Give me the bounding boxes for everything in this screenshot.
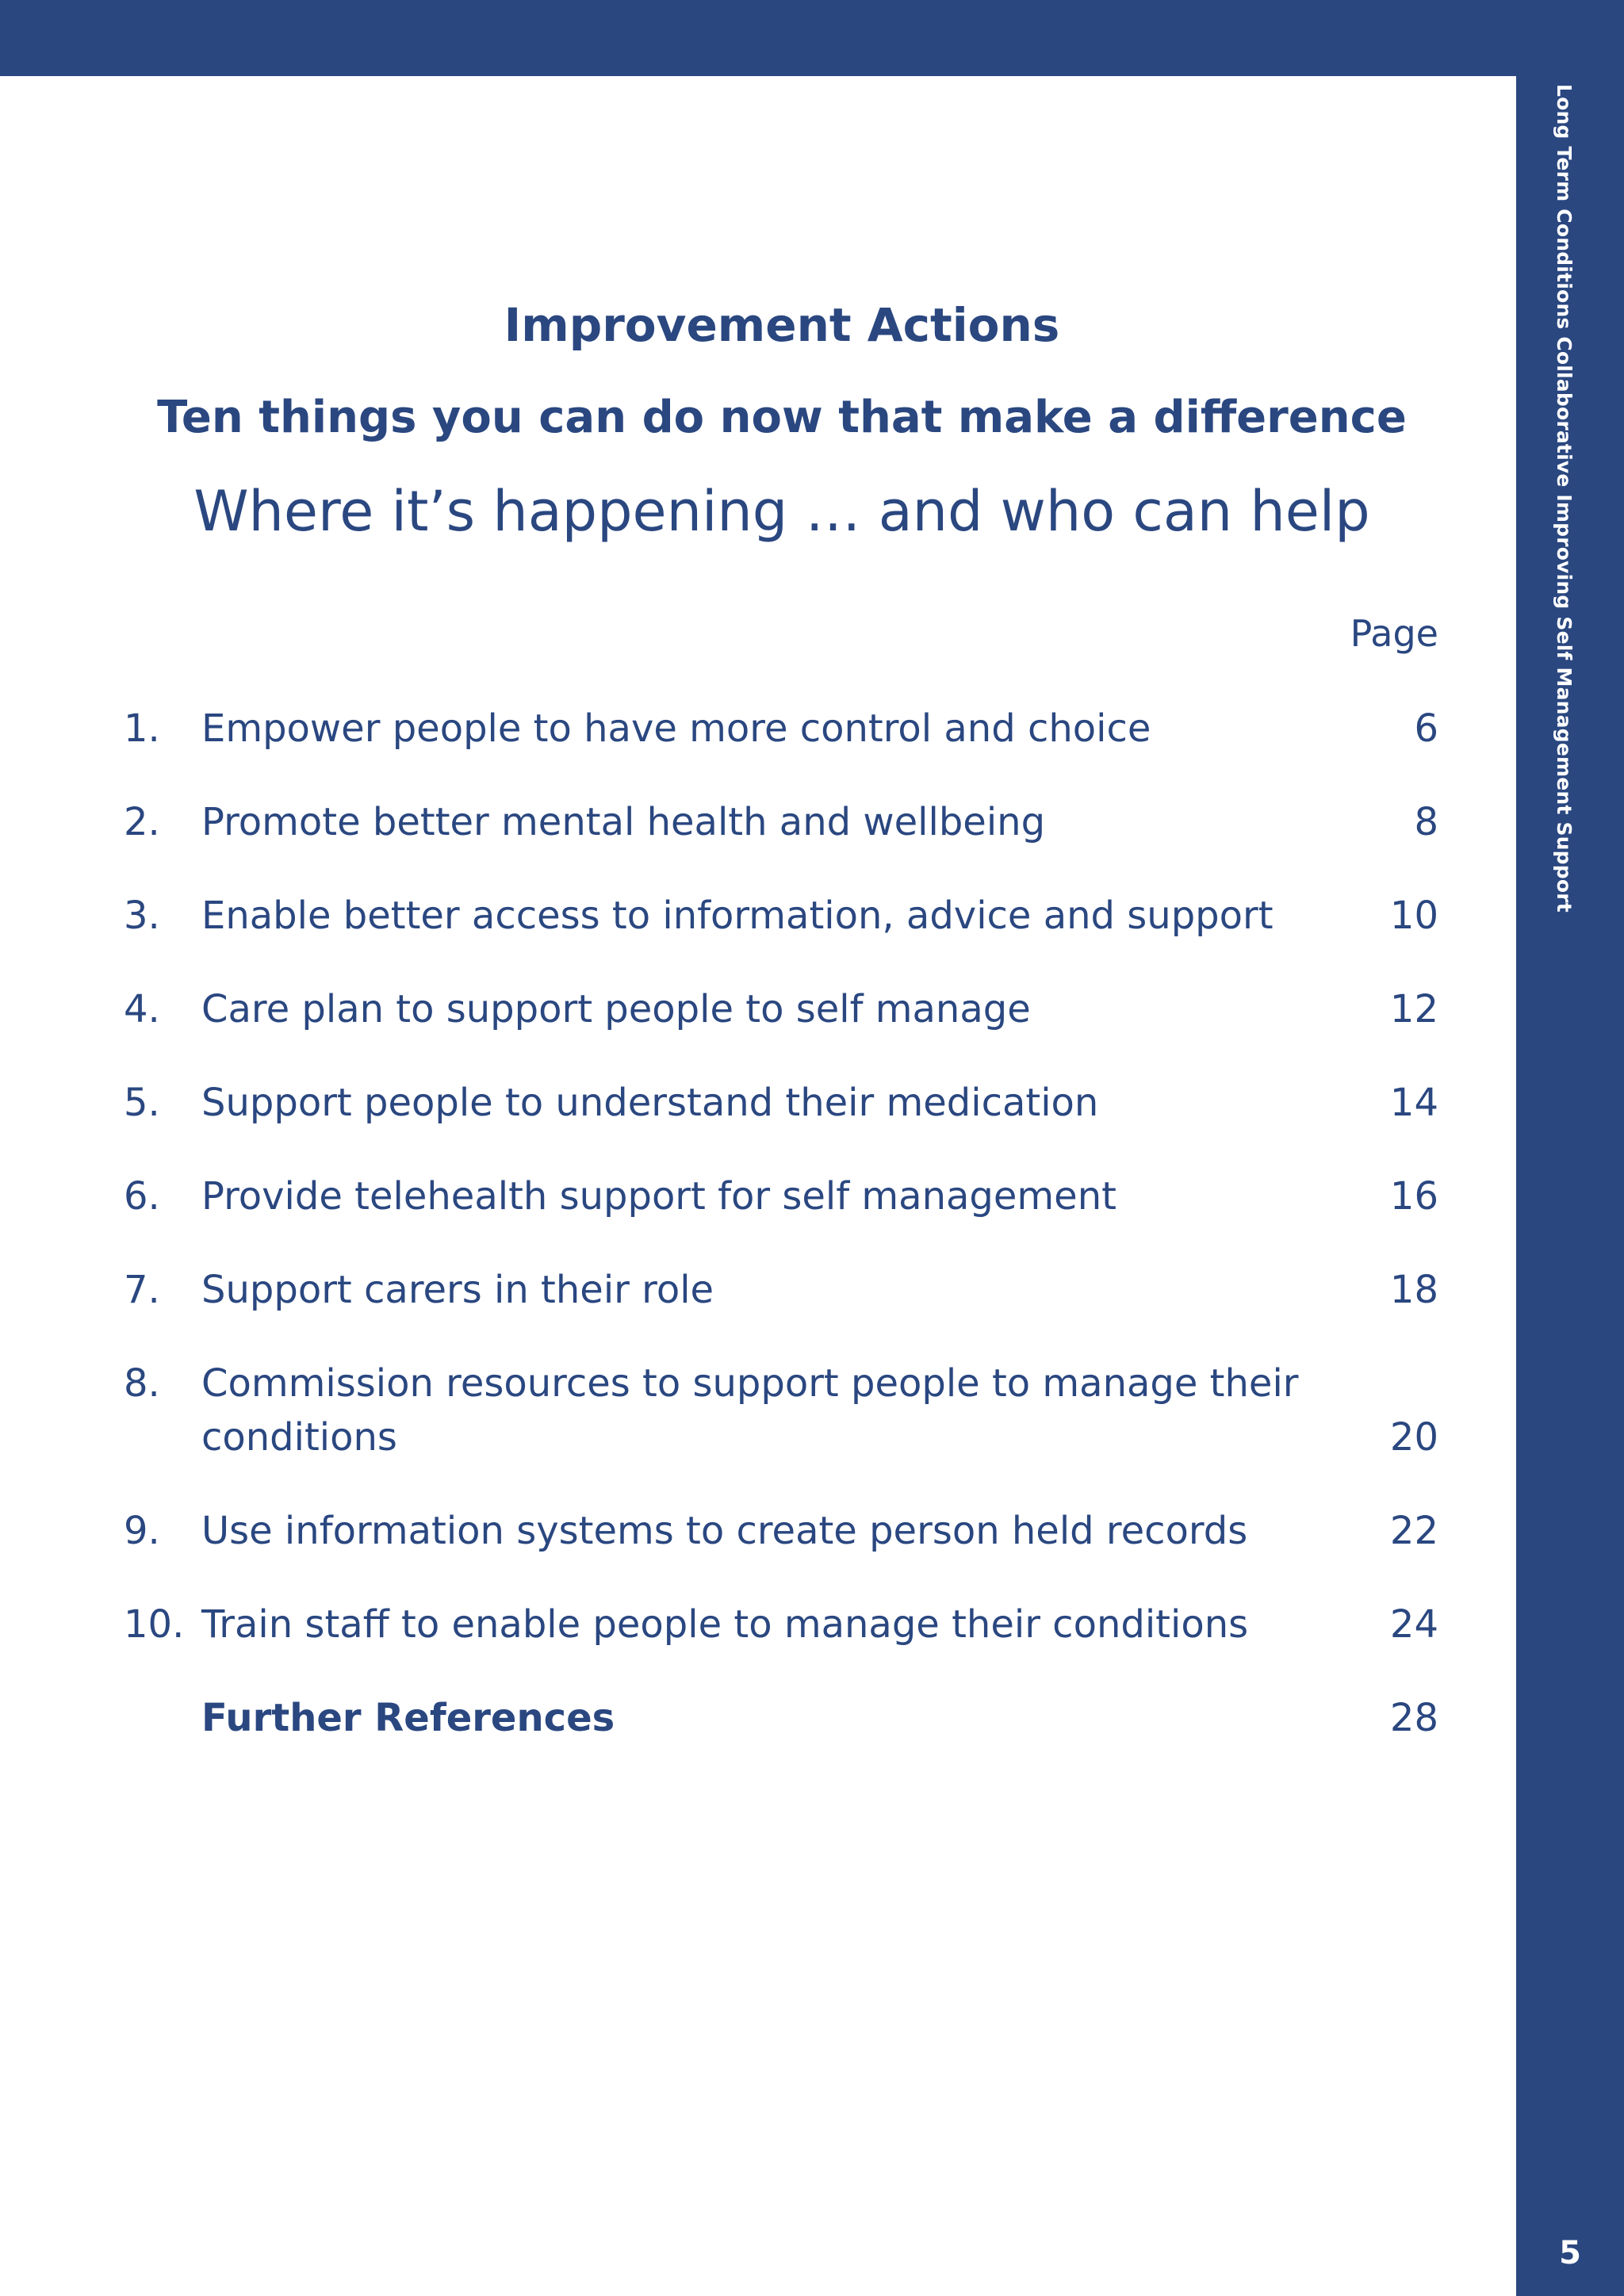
page-number: 5	[1559, 2235, 1581, 2271]
top-banner	[0, 0, 1624, 76]
page-tagline: Where it’s happening … and who can help	[193, 479, 1370, 544]
page-title: Improvement Actions	[504, 298, 1060, 352]
toc-item-page: 14	[1389, 1081, 1438, 1125]
toc-item-page: 24	[1389, 1602, 1438, 1647]
toc-item-page: 6	[1414, 706, 1438, 751]
toc-item-number: 8.	[124, 1361, 160, 1406]
toc-item-title: Train staff to enable people to manage their conditions	[201, 1602, 1249, 1647]
toc-item-title: Empower people to have more control and choice	[201, 706, 1151, 751]
toc-item-title: Promote better mental health and wellbeing	[201, 800, 1046, 844]
toc-item-title: Commission resources to support people to manage their conditions	[201, 1361, 1299, 1460]
toc-item-title: Further References	[201, 1696, 615, 1740]
toc-item-page: 22	[1389, 1509, 1438, 1553]
toc-item-page: 16	[1389, 1174, 1438, 1219]
toc-item-page: 28	[1389, 1696, 1438, 1740]
page-column-label: Page	[1350, 612, 1438, 655]
toc-item-page: 12	[1389, 987, 1438, 1031]
toc-item-title: Support people to understand their medication	[201, 1081, 1099, 1125]
toc-item-number: 4.	[124, 987, 160, 1031]
toc-item-page: 10	[1389, 894, 1438, 938]
toc-item-number: 9.	[124, 1509, 160, 1553]
toc-item-number: 10.	[124, 1602, 185, 1647]
toc-item-title: Provide telehealth support for self management	[201, 1174, 1116, 1219]
toc-item-number: 1.	[124, 706, 160, 751]
toc-item-page: 8	[1414, 800, 1438, 844]
toc-item-page: 18	[1389, 1268, 1438, 1312]
toc-item-number: 6.	[124, 1174, 160, 1219]
toc-item-page: 20	[1389, 1415, 1438, 1460]
toc-item-title: Use information systems to create person held records	[201, 1509, 1248, 1553]
toc-item-number: 3.	[124, 894, 160, 938]
toc-item-number: 5.	[124, 1081, 160, 1125]
toc-item-number: 7.	[124, 1268, 160, 1312]
toc-item-title: Care plan to support people to self manage	[201, 987, 1031, 1031]
toc-item-title: Enable better access to information, advice and support	[201, 894, 1274, 938]
page-subtitle: Ten things you can do now that make a difference	[157, 392, 1407, 443]
toc-item-title: Support carers in their role	[201, 1268, 714, 1312]
side-label: Long Term Conditions Collaborative Improving Self Management Support	[1553, 84, 1576, 913]
toc-item-number: 2.	[124, 800, 160, 844]
